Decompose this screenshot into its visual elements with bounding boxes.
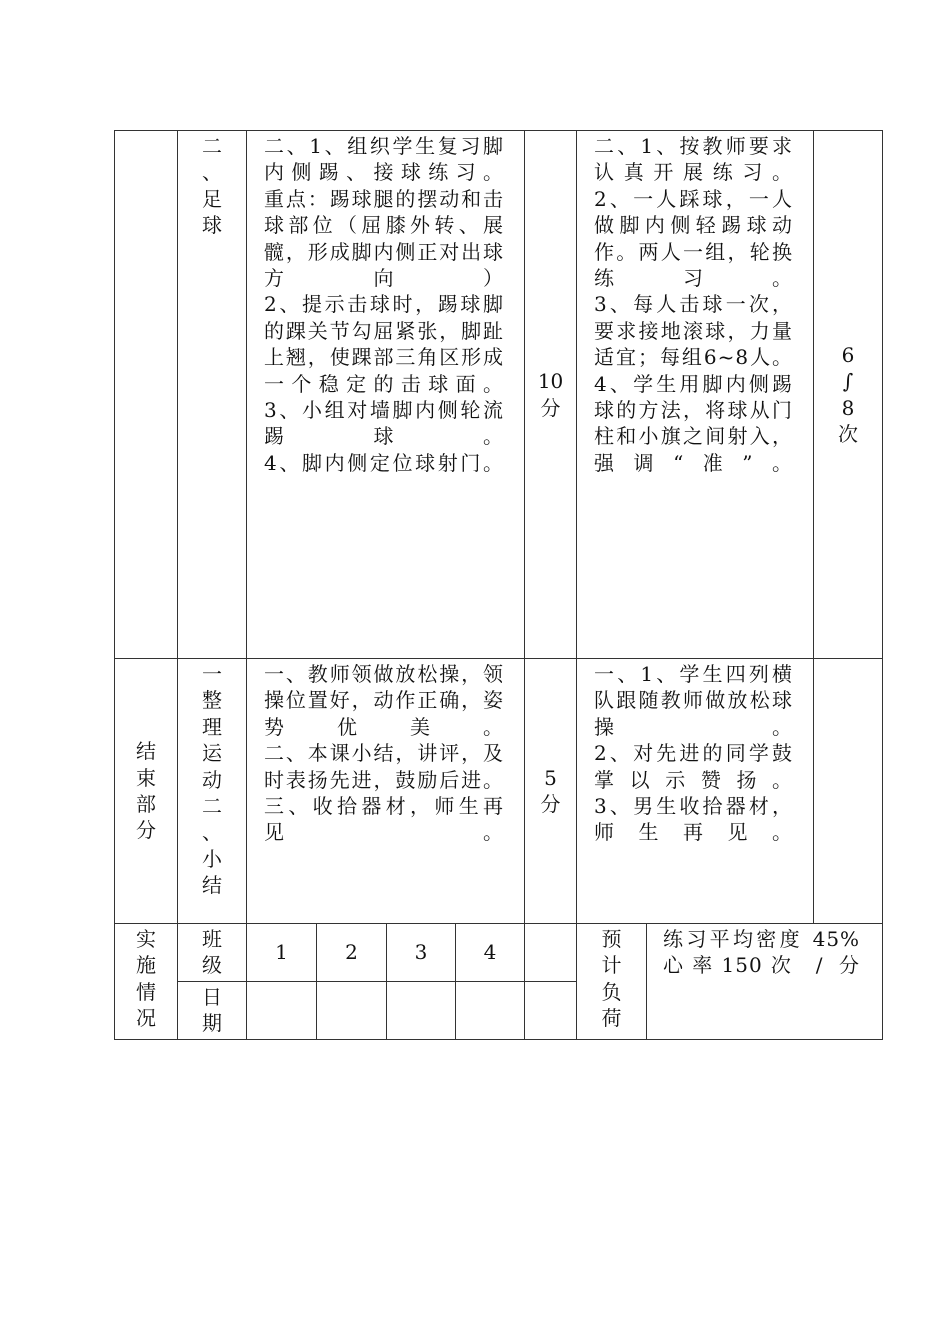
load-description: 练习平均密度 45% 心率150次 / 分: [647, 924, 883, 1040]
ending-item-cell: 一 整 理 运 动 二 、 小 结: [178, 659, 247, 924]
soccer-item-cell: 二 、 足 球: [178, 131, 247, 659]
soccer-count-cell: 6 ∫ 8 次: [814, 131, 883, 659]
class-column-1: 1: [247, 924, 317, 982]
implementation-label-cell: 实 施 情 况: [115, 924, 178, 1040]
ending-row: [115, 659, 883, 924]
soccer-teacher-activity: 二、1、组织学生复习脚内侧踢、接球练习。 重点：踢球腿的摆动和击球部位（屈膝外转、展髋，形成脚内侧正对出球方向） 2、提示击球时，踢球脚的踝关节勾屈紧张，脚趾上翘，使踝部三角区形成一个稳定的击球面。 3、小组对墙脚内侧轮流踢球。 4、脚内侧定位球射门。: [247, 131, 525, 659]
lesson-plan-table: [114, 130, 883, 1040]
implementation-row: [115, 924, 883, 982]
date-label-cell: 日 期: [178, 981, 247, 1039]
class-column-3: 3: [387, 924, 456, 982]
soccer-time-cell: 10 分: [525, 131, 577, 659]
class-label-cell: 班 级: [178, 924, 247, 982]
soccer-row: [115, 131, 883, 659]
class-column-blank: [525, 924, 577, 982]
date-cell-4: [456, 981, 525, 1039]
date-cell-2: [317, 981, 387, 1039]
ending-teacher-activity: 一、教师领做放松操，领操位置好，动作正确，姿势优美。 二、本课小结，讲评，及时表扬先进，鼓励后进。 三、收拾器材，师生再见。: [247, 659, 525, 924]
class-column-4: 4: [456, 924, 525, 982]
date-cell-blank: [525, 981, 577, 1039]
date-cell-3: [387, 981, 456, 1039]
soccer-part-cell: [115, 131, 178, 659]
class-column-2: 2: [317, 924, 387, 982]
ending-count-cell: [814, 659, 883, 924]
ending-part-cell: 结 束 部 分: [115, 659, 178, 924]
ending-time-cell: 5 分: [525, 659, 577, 924]
date-cell-1: [247, 981, 317, 1039]
load-label-cell: 预 计 负 荷: [577, 924, 647, 1040]
soccer-student-activity: 二、1、按教师要求认真开展练习。 2、一人踩球，一人做脚内侧轻踢球动作。两人一组，轮换练习。 3、每人击球一次，要求接地滚球，力量适宜；每组6~8人。 4、学生用脚内侧踢球的方法，将球从门柱和小旗之间射入，强调“准”。: [577, 131, 814, 659]
ending-student-activity: 一、1、学生四列横队跟随教师做放松球操。 2、对先进的同学鼓掌以示赞扬。 3、男生收拾器材，师生再见。: [577, 659, 814, 924]
